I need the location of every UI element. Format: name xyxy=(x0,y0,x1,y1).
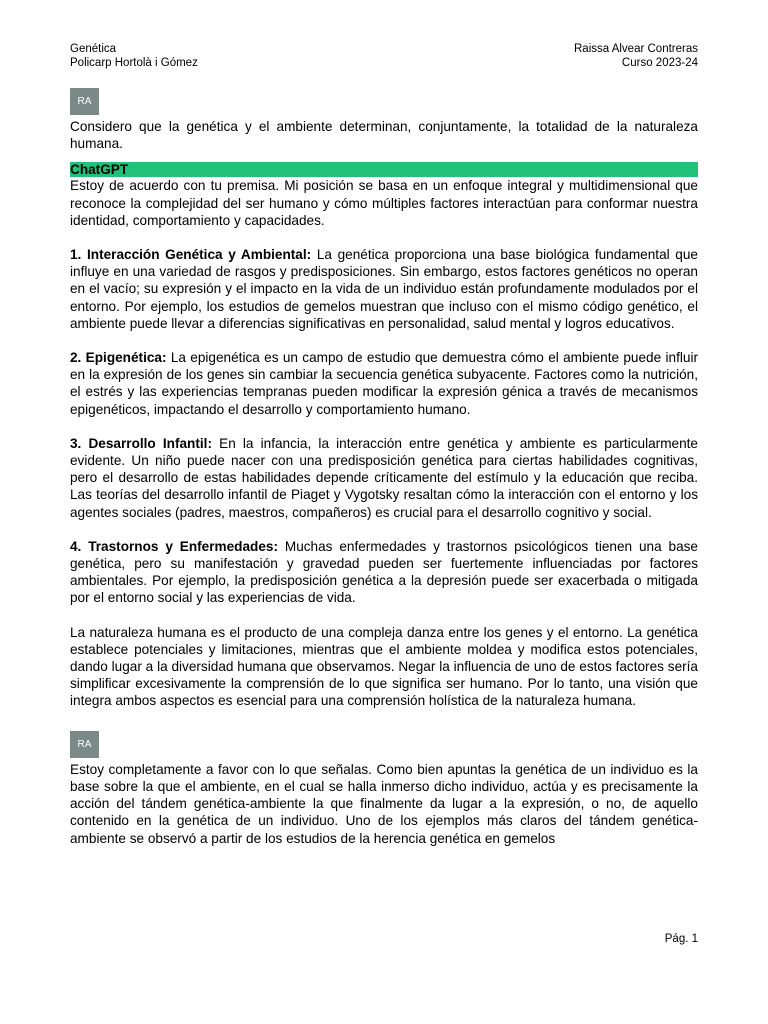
point-title: 3. Desarrollo Infantil: xyxy=(70,435,212,451)
point-text: Muchas enfermedades y trastornos psicológicos tienen una base genética, pero su manifestación y gravedad pueden ser fuertemente influenciadas por factores ambientales. Por ejemplo, la predisposición genética a la depresión puede ser exacerbada o mitigada por el entorno social y las experiencias de vida. xyxy=(70,538,698,606)
user-message: Estoy completamente a favor con lo que señalas. Como bien apuntas la genética de un individuo es la base sobre la que el ambiente, en el cual se halla inmerso dicho individuo, actúa y es precisamente la acción del tándem genética-ambiente la que finalmente da lugar a la expresión, o no, de aquello contenido en la genética de un individuo. Uno de los ejemplos más claros del tándem genética-ambiente se observó a partir de los estudios de la herencia genética en gemelos xyxy=(70,761,698,846)
point-title: 4. Trastornos y Enfermedades: xyxy=(70,538,278,554)
page-number: Pág. 1 xyxy=(664,933,698,945)
student-name: Raissa Alvear Contreras xyxy=(574,43,698,55)
point-text: La genética proporciona una base biológica fundamental que influye en una variedad de rasgos y predisposiciones. Sin embargo, estos factores genéticos no operan en el vacío; su expresión y el impacto en la vida de un individuo están profundamente modulados por el entorno. Por ejemplo, los estudios de gemelos muestran que incluso con el mismo código genético, el ambiente puede llevar a diferencias significativas en personalidad, salud mental y logros educativos. xyxy=(70,247,698,331)
header-right xyxy=(574,42,698,70)
document-body xyxy=(70,88,698,847)
chatgpt-intro: Estoy de acuerdo con tu premisa. Mi posición se basa en un enfoque integral y multidimensional que reconoce la complejidad del ser humano y cómo múltiples factores interactúan para conformar nuestra identidad, comportamiento y capacidades. xyxy=(70,178,698,228)
point-1 xyxy=(70,246,698,332)
user-avatar: RA xyxy=(70,731,99,758)
point-2 xyxy=(70,349,698,418)
chatgpt-conclusion: La naturaleza humana es el producto de una compleja danza entre los genes y el entorno. La genética establece potenciales y limitaciones, mientras que el ambiente moldea y modifica estos potenciales, dando lugar a la diversidad humana que observamos. Negar la influencia de uno de estos factores sería simplificar excesivamente la comprensión de lo que significa ser humano. Por lo tanto, una visión que integra ambos aspectos es esencial para una comprensión holística de la naturaleza humana. xyxy=(70,624,698,709)
user-avatar: RA xyxy=(70,88,99,115)
point-title: 2. Epigenética: xyxy=(70,350,167,366)
point-4 xyxy=(70,538,698,607)
user-message: Considero que la genética y el ambiente determinan, conjuntamente, la totalidad de la naturaleza humana. xyxy=(70,119,698,152)
point-text: En la infancia, la interacción entre genética y ambiente es particularmente evidente. Un niño puede nacer con una predisposición genética para ciertas habilidades cognitivas, pero el desarrollo de estas habilidades depende críticamente del estímulo y la educación que reciba. Las teorías del desarrollo infantil de Piaget y Vygotsky resaltan cómo la interacción con el entorno y los agentes sociales (padres, maestros, compañeros) es crucial para el desarrollo cognitivo y social. xyxy=(70,435,698,520)
professor-name: Policarp Hortolà i Gómez xyxy=(70,57,198,69)
page-header xyxy=(70,42,698,72)
course-name: Genética xyxy=(70,43,117,55)
chatgpt-label: ChatGPT xyxy=(70,162,698,177)
point-text: La epigenética es un campo de estudio que demuestra cómo el ambiente puede influir en la expresión de los genes sin cambiar la secuencia genética subyacente. Factores como la nutrición, el estrés y las experiencias tempranas pueden modificar la expresión génica a través de mecanismos epigenéticos, impactando el desarrollo y comportamiento humano. xyxy=(70,350,698,417)
header-left xyxy=(70,42,198,70)
course-year: Curso 2023-24 xyxy=(621,57,698,69)
point-3 xyxy=(70,435,698,521)
point-title: 1. Interacción Genética y Ambiental: xyxy=(70,247,312,263)
